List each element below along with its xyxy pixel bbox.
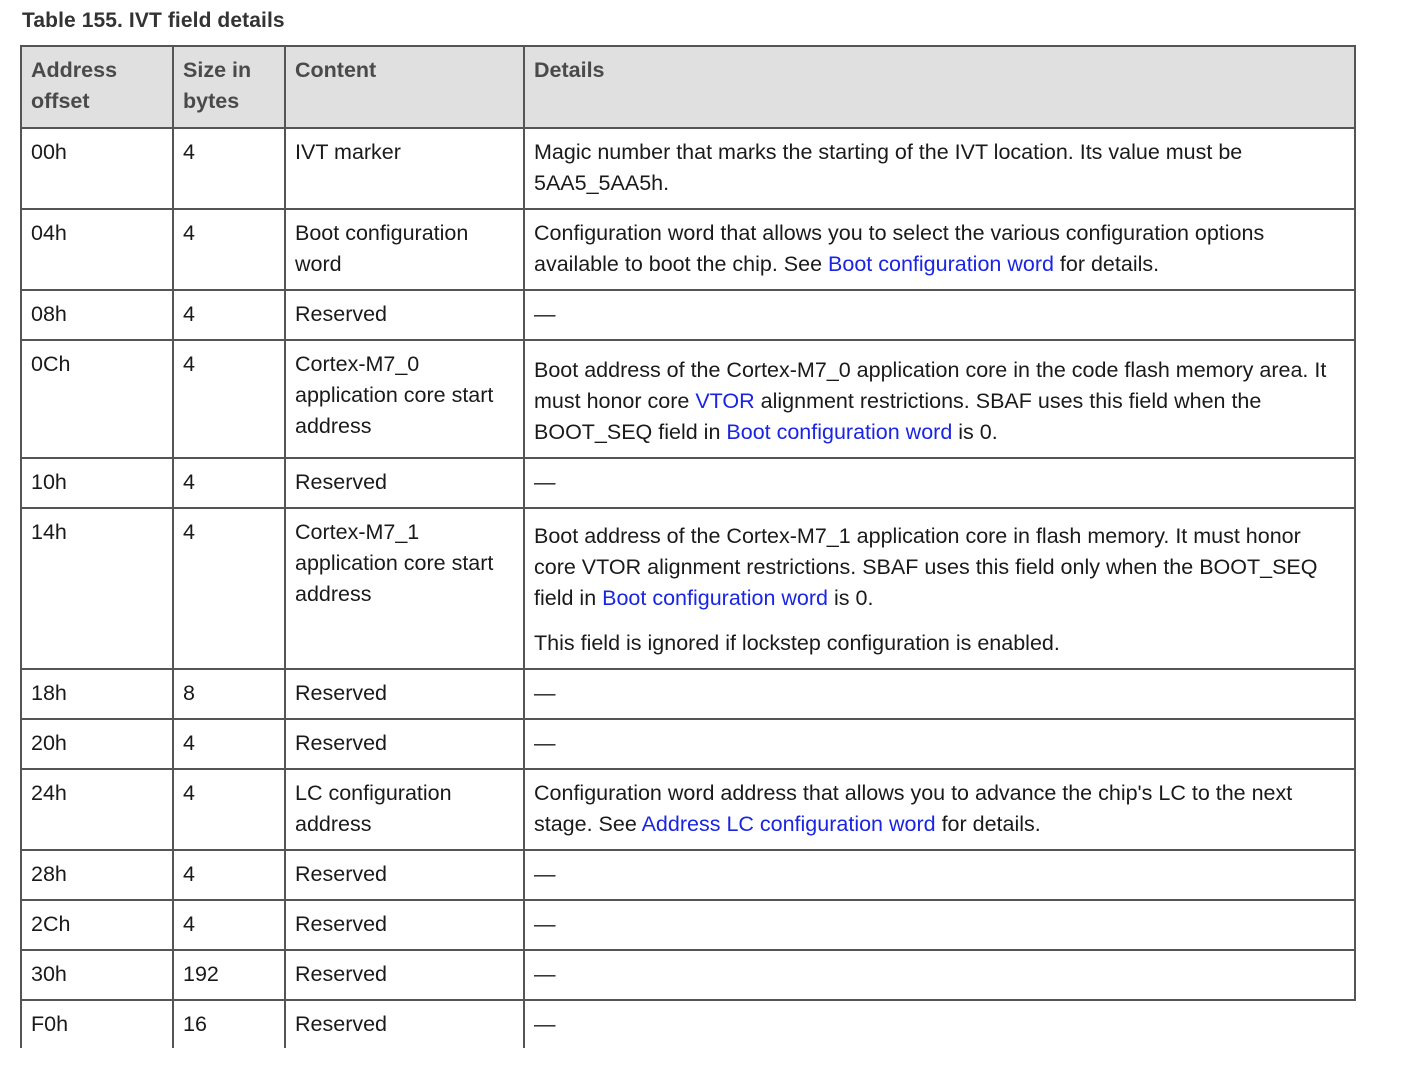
details-paragraph (534, 628, 1345, 659)
details-text: Configuration word that allows you to select the various configuration options available to boot the chip. See (534, 221, 1265, 276)
details-cell (524, 209, 1355, 290)
address-offset-cell: 08h (21, 290, 173, 340)
address-offset-cell: 14h (21, 508, 173, 669)
details-cell (524, 850, 1355, 900)
details-paragraph (534, 355, 1345, 448)
content-cell: Reserved (285, 719, 524, 769)
ivt-field-table (20, 45, 1356, 1048)
content-cell: Reserved (285, 850, 524, 900)
details-link[interactable]: VTOR (695, 389, 755, 413)
table-row (21, 900, 1355, 950)
content-cell: Reserved (285, 290, 524, 340)
address-offset-cell: 04h (21, 209, 173, 290)
address-offset-cell: 28h (21, 850, 173, 900)
header-content: Content (285, 46, 524, 128)
details-cell (524, 669, 1355, 719)
table-row (21, 850, 1355, 900)
details-paragraph (534, 959, 1345, 990)
details-text: — (534, 470, 556, 494)
details-cell (524, 900, 1355, 950)
size-cell: 4 (173, 769, 285, 850)
address-offset-cell: F0h (21, 1000, 173, 1048)
details-text: — (534, 912, 556, 936)
details-paragraph (534, 467, 1345, 498)
content-cell: IVT marker (285, 128, 524, 209)
content-cell: Boot configuration word (285, 209, 524, 290)
table-row (21, 458, 1355, 508)
details-cell (524, 508, 1355, 669)
header-address-offset: Address offset (21, 46, 173, 128)
size-cell: 4 (173, 128, 285, 209)
content-cell: Reserved (285, 458, 524, 508)
table-row (21, 950, 1355, 1000)
size-cell: 4 (173, 850, 285, 900)
address-offset-cell: 30h (21, 950, 173, 1000)
details-paragraph (534, 521, 1345, 614)
size-cell: 8 (173, 669, 285, 719)
details-cell (524, 340, 1355, 458)
details-link[interactable]: Boot configuration word (602, 586, 829, 610)
size-cell: 4 (173, 458, 285, 508)
details-cell (524, 769, 1355, 850)
header-size-in-bytes: Size in bytes (173, 46, 285, 128)
table-row (21, 508, 1355, 669)
details-cell (524, 290, 1355, 340)
details-text: Configuration word address that allows you to advance the chip's LC to the next stage. See (534, 781, 1293, 836)
address-offset-cell: 10h (21, 458, 173, 508)
details-text: for details. (935, 812, 1041, 836)
content-cell: Reserved (285, 1000, 524, 1048)
details-paragraph (534, 678, 1345, 709)
address-offset-cell: 20h (21, 719, 173, 769)
details-text: Magic number that marks the starting of the IVT location. Its value must be 5AA5_5AA5h. (534, 140, 1243, 195)
details-paragraph (534, 137, 1345, 199)
details-text: is 0. (952, 420, 998, 444)
address-offset-cell: 00h (21, 128, 173, 209)
table-row (21, 290, 1355, 340)
details-cell (524, 950, 1355, 1000)
address-offset-cell: 0Ch (21, 340, 173, 458)
details-cell (524, 719, 1355, 769)
size-cell: 4 (173, 340, 285, 458)
details-text: — (534, 862, 556, 886)
size-cell: 4 (173, 290, 285, 340)
details-link[interactable]: Boot configuration word (828, 252, 1054, 276)
address-offset-cell: 2Ch (21, 900, 173, 950)
content-cell: Reserved (285, 900, 524, 950)
size-cell: 4 (173, 209, 285, 290)
details-paragraph (534, 728, 1345, 759)
content-cell: Cortex-M7_1 application core start address (285, 508, 524, 669)
table-caption: Table 155. IVT field details (22, 9, 285, 32)
details-link[interactable]: Address LC configuration word (641, 812, 936, 836)
size-cell: 16 (173, 1000, 285, 1048)
details-text: Boot address of the Cortex-M7_1 application core in flash memory. It must honor core VTOR alignment restrictions. SBAF uses this field only when the BOOT_SEQ field in (534, 524, 1318, 610)
details-link[interactable]: Boot configuration word (726, 420, 953, 444)
table-header-row (21, 46, 1355, 128)
content-cell: Reserved (285, 669, 524, 719)
details-paragraph (534, 859, 1345, 890)
details-cell (524, 1000, 1355, 1048)
address-offset-cell: 24h (21, 769, 173, 850)
details-paragraph (534, 778, 1345, 840)
details-cell (524, 458, 1355, 508)
details-text: alignment restrictions. SBAF uses this field when the BOOT_SEQ field in (534, 389, 1262, 444)
size-cell: 4 (173, 508, 285, 669)
size-cell: 4 (173, 719, 285, 769)
address-offset-cell: 18h (21, 669, 173, 719)
table-row (21, 209, 1355, 290)
details-text: — (534, 1012, 556, 1036)
details-text: This field is ignored if lockstep configuration is enabled. (534, 631, 1060, 655)
details-text: — (534, 731, 556, 755)
table-row (21, 719, 1355, 769)
details-paragraph (534, 299, 1345, 330)
details-text: is 0. (828, 586, 874, 610)
size-cell: 4 (173, 900, 285, 950)
table-row (21, 669, 1355, 719)
table-row (21, 769, 1355, 850)
size-cell: 192 (173, 950, 285, 1000)
table-body (21, 128, 1355, 1048)
content-cell: LC configuration address (285, 769, 524, 850)
details-paragraph (534, 909, 1345, 940)
header-details: Details (524, 46, 1355, 128)
table-row (21, 128, 1355, 209)
details-text: for details. (1053, 252, 1160, 276)
details-paragraph (534, 1009, 1346, 1040)
table-row (21, 1000, 1355, 1048)
details-text: Boot address of the Cortex-M7_0 application core in the code flash memory area. It must honor core (534, 358, 1327, 413)
content-cell: Reserved (285, 950, 524, 1000)
content-cell: Cortex-M7_0 application core start address (285, 340, 524, 458)
details-text: — (534, 302, 556, 326)
details-text: — (534, 681, 556, 705)
details-cell (524, 128, 1355, 209)
details-text: — (534, 962, 556, 986)
details-paragraph (534, 218, 1345, 280)
table-row (21, 340, 1355, 458)
